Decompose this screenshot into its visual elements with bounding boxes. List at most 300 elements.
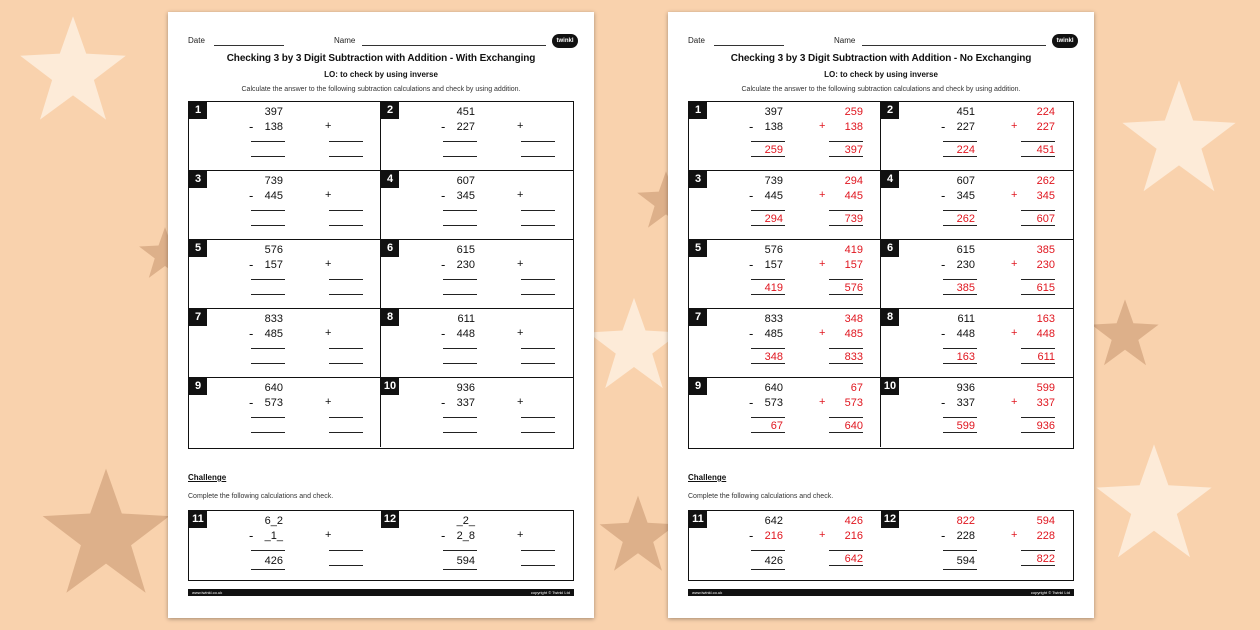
minuend: 451 [456,106,475,118]
answer-line [443,210,477,211]
footer-bar [688,589,1074,596]
answer-line [251,210,285,211]
subtrahend: 138 [764,121,783,133]
answer-line [329,141,363,142]
problem-cell [381,102,573,171]
subtrahend: 448 [956,328,975,340]
answer-line [829,279,863,280]
minuend: _2_ [456,515,475,527]
difference-answer: 294 [764,213,783,225]
learning-objective: LO: to check by using inverse [324,70,438,79]
minus-sign-icon: - [441,119,446,134]
problem-cell [689,171,881,240]
answer-line [1021,141,1055,142]
subtrahend: 345 [956,190,975,202]
difference-answer: 348 [764,351,783,363]
minus-sign-icon: - [249,188,254,203]
problem-number: 11 [189,511,207,528]
answer-line [943,141,977,142]
check-addend: 445 [844,190,863,202]
problem-grid [188,101,574,449]
subtrahend: 157 [264,259,283,271]
answer-line [443,432,477,433]
difference-answer: 419 [764,282,783,294]
answer-line [521,141,555,142]
problem-cell [689,378,881,447]
plus-sign-icon: + [325,529,332,541]
plus-sign-icon: + [1011,258,1018,270]
problem-cell [381,240,573,309]
answer-line [443,569,477,570]
problem-number: 12 [881,511,899,528]
star-icon [1120,78,1238,196]
subtrahend: 573 [764,397,783,409]
problem-cell [381,309,573,378]
problem-cell [189,240,381,309]
difference-answer: 224 [956,144,975,156]
difference-answer: 163 [956,351,975,363]
answer-line [251,432,285,433]
plus-sign-icon: + [1011,529,1018,541]
learning-objective: LO: to check by using inverse [824,70,938,79]
plus-sign-icon: + [325,258,332,270]
minuend: 397 [264,106,283,118]
minuend: 615 [456,244,475,256]
check-addend: 138 [844,121,863,133]
answer-line [251,569,285,570]
answer-line [443,156,477,157]
subtrahend: 337 [456,397,475,409]
minus-sign-icon: - [941,326,946,341]
answer-line [751,279,785,280]
check-addend: 573 [844,397,863,409]
answer-line [751,417,785,418]
plus-sign-icon: + [517,529,524,541]
subtrahend: 230 [956,259,975,271]
minus-sign-icon: - [441,528,446,543]
minus-sign-icon: - [749,326,754,341]
subtrahend: 228 [956,530,975,542]
answer-line [521,363,555,364]
subtrahend: 485 [264,328,283,340]
answer-line [329,432,363,433]
subtrahend: 573 [264,397,283,409]
answer-line [251,417,285,418]
minus-sign-icon: - [749,257,754,272]
problem-cell [689,102,881,171]
check-sum: 607 [1036,213,1055,225]
minuend: 615 [956,244,975,256]
worksheet-no-exchanging-answers [668,12,1094,618]
subtrahend: 216 [764,530,783,542]
date-label: Date [188,36,205,45]
minuend: 397 [764,106,783,118]
minus-sign-icon: - [249,528,254,543]
problem-number: 9 [189,378,207,395]
minuend: 607 [956,175,975,187]
difference-answer: 67 [770,420,783,432]
name-line [862,45,1046,46]
given-answer: 594 [456,555,475,567]
date-label: Date [688,36,705,45]
minuend-digits: 642 [764,515,783,527]
answer-line [943,279,977,280]
answer-line [1021,279,1055,280]
minuend: 936 [456,382,475,394]
answer-line [443,141,477,142]
answer-line [443,417,477,418]
challenge-grid [188,510,574,581]
problem-number: 1 [689,102,707,119]
subtrahend: 157 [764,259,783,271]
plus-sign-icon: + [517,327,524,339]
given-answer: 594 [956,555,975,567]
answer-line [329,348,363,349]
answer-line [829,417,863,418]
problem-cell [381,378,573,447]
check-addend: 163 [1036,313,1055,325]
check-sum: 576 [844,282,863,294]
answer-line [443,363,477,364]
twinkl-logo-icon: twinkl [1052,34,1078,48]
plus-sign-icon: + [1011,327,1018,339]
minus-sign-icon: - [941,119,946,134]
plus-sign-icon: + [819,189,826,201]
answer-line [521,432,555,433]
check-addend: 230 [1036,259,1055,271]
problem-number: 8 [381,309,399,326]
problem-grid [688,101,1074,449]
minus-sign-icon: - [941,188,946,203]
date-line [214,45,284,46]
plus-sign-icon: + [1011,396,1018,408]
challenge-cell [881,511,1073,579]
minuend: 576 [264,244,283,256]
check-addend: 294 [844,175,863,187]
problem-number: 7 [689,309,707,326]
minuend: 611 [957,313,975,325]
problem-cell [189,378,381,447]
problem-number: 11 [689,511,707,528]
subtrahend: _1_ [264,530,283,542]
twinkl-logo-icon: twinkl [552,34,578,48]
minus-sign-icon: - [749,528,754,543]
challenge-instructions: Complete the following calculations and check. [188,493,334,500]
problem-number: 6 [381,240,399,257]
answer-line [751,550,785,551]
worksheet-header [188,36,574,48]
problem-cell [189,171,381,240]
subtrahend: 445 [764,190,783,202]
star-icon [18,14,128,124]
answer-line [251,363,285,364]
minuend [749,515,783,528]
answer-line [829,141,863,142]
plus-sign-icon: + [517,258,524,270]
answer-line [521,279,555,280]
problem-number: 3 [189,171,207,188]
minuend: 576 [764,244,783,256]
name-line [362,45,546,46]
answer-line [521,417,555,418]
problem-number: 4 [381,171,399,188]
plus-sign-icon: + [819,529,826,541]
minuend: 739 [264,175,283,187]
check-addend: 594 [1036,515,1055,527]
check-addend: 262 [1036,175,1055,187]
given-answer: 426 [264,555,283,567]
check-sum: 936 [1036,420,1055,432]
minuend: 451 [956,106,975,118]
answer-line [443,294,477,295]
answer-line [521,565,555,566]
answer-line [443,348,477,349]
instructions: Calculate the answer to the following subtraction calculations and check by using addition. [741,86,1021,93]
check-addend: 345 [1036,190,1055,202]
check-addend: 228 [1036,530,1055,542]
subtrahend: 345 [456,190,475,202]
minuend: 833 [264,313,283,325]
plus-sign-icon: + [819,327,826,339]
minus-sign-icon: - [441,188,446,203]
challenge-cell [689,511,881,579]
difference-answer: 262 [956,213,975,225]
answer-line [521,210,555,211]
challenge-heading: Challenge [188,473,227,482]
answer-line [329,294,363,295]
check-addend: 227 [1036,121,1055,133]
plus-sign-icon: + [819,258,826,270]
answer-line [521,225,555,226]
worksheet-header [688,36,1074,48]
footer-bar [188,589,574,596]
name-label: Name [834,36,856,45]
problem-number: 8 [881,309,899,326]
problem-number: 10 [881,378,899,395]
minuend: 833 [764,313,783,325]
minus-sign-icon: - [749,395,754,410]
given-answer: 426 [764,555,783,567]
answer-line [251,225,285,226]
problem-cell [881,240,1073,309]
star-icon [598,494,678,574]
answer-line [751,210,785,211]
check-addend: 448 [1036,328,1055,340]
footer-website: www.twinkl.co.uk [692,590,723,595]
problem-cell [689,240,881,309]
answer-line [251,294,285,295]
problem-number: 1 [189,102,207,119]
answer-line [1021,348,1055,349]
minus-sign-icon: - [249,257,254,272]
footer-copyright: copyright © Twinkl Ltd [530,590,570,595]
answer-line [251,156,285,157]
answer-line [943,348,977,349]
instructions: Calculate the answer to the following subtraction calculations and check by using addition. [241,86,521,93]
problem-number: 2 [381,102,399,119]
minuend: 739 [764,175,783,187]
minuend: 640 [764,382,783,394]
check-addend: 348 [844,313,863,325]
subtrahend: 227 [956,121,975,133]
check-addend: 426 [844,515,863,527]
problem-cell [881,171,1073,240]
problem-number: 4 [881,171,899,188]
problem-cell [881,309,1073,378]
answer-line [329,565,363,566]
plus-sign-icon: + [517,189,524,201]
problem-cell [881,102,1073,171]
minuend: 6_2 [264,515,283,527]
answer-line [943,210,977,211]
problem-number: 6 [881,240,899,257]
challenge-heading: Challenge [688,473,727,482]
problem-cell [189,102,381,171]
worksheet-title: Checking 3 by 3 Digit Subtraction with Addition - With Exchanging [226,53,536,64]
minus-sign-icon: - [749,188,754,203]
difference-answer: 259 [764,144,783,156]
star-icon [40,466,172,598]
problem-cell [689,309,881,378]
subtrahend: 230 [456,259,475,271]
check-sum: 640 [844,420,863,432]
check-sum: 611 [1037,351,1055,363]
check-addend: 259 [844,106,863,118]
minuend: 607 [456,175,475,187]
answer-line [829,348,863,349]
plus-sign-icon: + [325,120,332,132]
footer-copyright: copyright © Twinkl Ltd [1030,590,1070,595]
minuend: 611 [457,313,475,325]
minus-sign-icon: - [441,326,446,341]
challenge-cell [189,511,381,579]
subtrahend: 448 [456,328,475,340]
answer-line [329,156,363,157]
check-sum: 822 [1036,553,1055,565]
check-addend: 337 [1036,397,1055,409]
difference-answer: 599 [956,420,975,432]
challenge-cell [381,511,573,579]
problem-number: 5 [189,240,207,257]
plus-sign-icon: + [1011,120,1018,132]
answer-line [251,348,285,349]
plus-sign-icon: + [819,396,826,408]
subtrahend: 2_8 [456,530,475,542]
problem-number: 12 [381,511,399,528]
minus-sign-icon: - [941,528,946,543]
answer-line [1021,210,1055,211]
answer-line [1021,550,1055,551]
minuend: 822 [956,515,975,527]
star-icon [1090,298,1160,368]
subtrahend: 337 [956,397,975,409]
plus-sign-icon: + [325,327,332,339]
answer-line [443,279,477,280]
check-addend: 224 [1036,106,1055,118]
problem-number: 5 [689,240,707,257]
plus-sign-icon: + [325,396,332,408]
minus-sign-icon: - [249,119,254,134]
problem-cell [881,378,1073,447]
answer-line [329,210,363,211]
check-addend: 385 [1036,244,1055,256]
check-addend: 67 [850,382,863,394]
check-addend: 216 [844,530,863,542]
name-label: Name [334,36,356,45]
check-addend: 157 [844,259,863,271]
minus-sign-icon: - [441,395,446,410]
answer-line [943,569,977,570]
minus-sign-icon: - [941,257,946,272]
answer-line [251,279,285,280]
worksheet-title: Checking 3 by 3 Digit Subtraction with Addition - No Exchanging [730,53,1032,64]
minuend: 936 [956,382,975,394]
challenge-instructions: Complete the following calculations and check. [688,493,834,500]
plus-sign-icon: + [517,120,524,132]
answer-line [751,141,785,142]
challenge-grid [688,510,1074,581]
answer-line [521,550,555,551]
check-sum: 833 [844,351,863,363]
check-addend: 485 [844,328,863,340]
answer-line [443,550,477,551]
subtrahend: 227 [456,121,475,133]
plus-sign-icon: + [517,396,524,408]
problem-number: 3 [689,171,707,188]
worksheet-with-exchanging [168,12,594,618]
check-sum: 451 [1036,144,1055,156]
subtrahend: 138 [264,121,283,133]
subtrahend: 445 [264,190,283,202]
minus-sign-icon: - [749,119,754,134]
star-icon [1094,442,1214,562]
answer-line [521,348,555,349]
problem-cell [381,171,573,240]
answer-line [829,550,863,551]
plus-sign-icon: + [1011,189,1018,201]
answer-line [329,417,363,418]
answer-line [521,294,555,295]
answer-line [943,550,977,551]
answer-line [751,348,785,349]
minus-sign-icon: - [941,395,946,410]
answer-line [943,417,977,418]
date-line [714,45,784,46]
answer-line [251,141,285,142]
check-addend: 419 [844,244,863,256]
check-sum: 397 [844,144,863,156]
footer-website: www.twinkl.co.uk [192,590,223,595]
minus-sign-icon: - [441,257,446,272]
answer-line [751,569,785,570]
check-addend: 599 [1036,382,1055,394]
minuend: 640 [264,382,283,394]
check-sum: 642 [844,553,863,565]
answer-line [521,156,555,157]
plus-sign-icon: + [325,189,332,201]
answer-line [443,225,477,226]
answer-line [1021,417,1055,418]
problem-cell [189,309,381,378]
problem-number: 10 [381,378,399,395]
subtrahend: 485 [764,328,783,340]
answer-line [329,550,363,551]
answer-line [329,279,363,280]
answer-line [251,550,285,551]
difference-answer: 385 [956,282,975,294]
check-sum: 739 [844,213,863,225]
check-sum: 615 [1036,282,1055,294]
